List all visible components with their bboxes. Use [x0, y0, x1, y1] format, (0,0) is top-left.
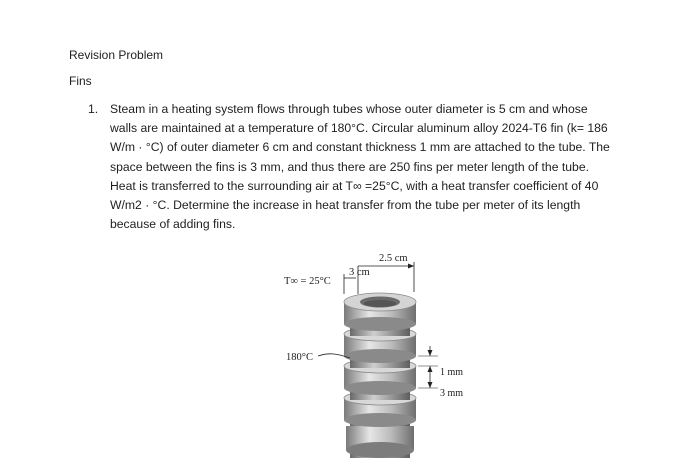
finned-tube-diagram: [272, 248, 464, 464]
label-180c: 180°C: [286, 352, 313, 363]
problem-number: 1.: [88, 102, 99, 116]
dim-1mm-head-bottom: [428, 366, 433, 372]
dim-1mm-head-top: [428, 350, 433, 356]
label-t-infinity: T∞ = 25°C: [284, 276, 331, 287]
document-title: Revision Problem: [69, 48, 164, 62]
finned-tube-figure: [272, 248, 464, 464]
label-25cm: 2.5 cm: [379, 253, 408, 264]
label-3cm: 3 cm: [349, 267, 370, 278]
label-3mm: 3 mm: [440, 388, 464, 399]
fin-1-top: [344, 293, 416, 331]
dim-3mm-head: [428, 382, 433, 388]
label-1mm: 1 mm: [440, 367, 464, 378]
section-heading: Fins: [69, 74, 92, 88]
problem-item: [88, 100, 618, 234]
problem-text: Steam in a heating system flows through tubes whose outer diameter is 5 cm and whose walls are maintained at a temperature of 180°C. Circular aluminum alloy 2024-T6 fin (k= 186 W/m · °C) of outer diameter 6 cm and constant thickness 1 mm are attached to the tube. The space between the fins is 3 mm, and thus there are 250 fins per meter length of the tube. Heat is transferred to the surrounding air at T∞ =25°C, with a heat transfer coefficient of 40 W/m2 · °C. Determine the increase in heat transfer from the tube per meter of its length because of adding fins.: [110, 102, 610, 232]
tube-base-bottom: [346, 442, 414, 458]
dim-25cm-arrow: [408, 264, 414, 269]
